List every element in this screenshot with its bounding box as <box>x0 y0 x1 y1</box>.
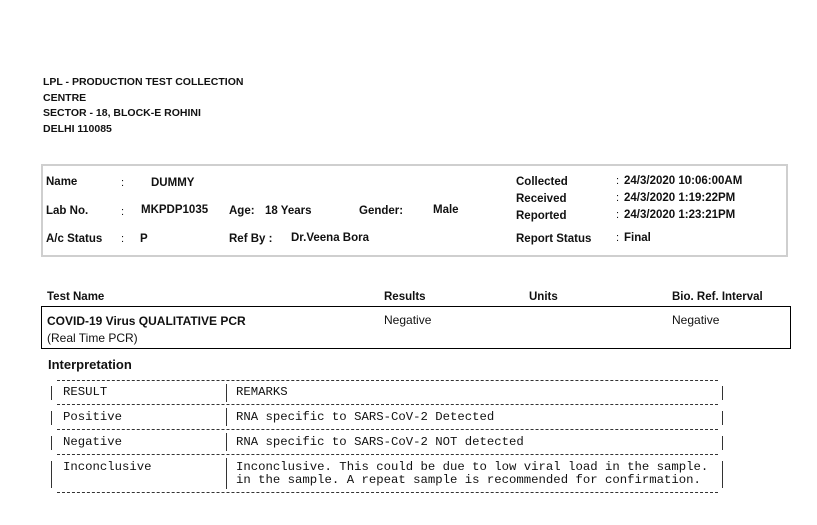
collected-label: Collected <box>516 176 568 188</box>
header-test-name: Test Name <box>47 291 105 303</box>
table-border-left <box>51 461 52 488</box>
table-rule <box>57 492 718 493</box>
test-name: COVID-19 Virus QUALITATIVE PCR <box>47 314 246 328</box>
table-rule <box>57 454 718 455</box>
lab-address-block <box>43 75 243 137</box>
name-label: Name <box>46 176 78 188</box>
report-status-colon: : <box>616 232 620 244</box>
gender-value: Male <box>433 204 459 216</box>
interpretation-title: Interpretation <box>48 357 132 372</box>
table-border-left <box>51 386 52 400</box>
table-border-middle <box>226 384 227 402</box>
table-rule <box>57 429 718 430</box>
table-border-left <box>51 411 52 425</box>
test-method: (Real Time PCR) <box>47 331 138 345</box>
name-colon: : <box>121 177 125 189</box>
header-units: Units <box>529 291 558 303</box>
lab-name-line1: LPL - PRODUCTION TEST COLLECTION <box>43 76 244 88</box>
header-bio-ref-interval: Bio. Ref. Interval <box>672 291 763 303</box>
report-status-label: Report Status <box>516 233 592 245</box>
received-label: Received <box>516 193 567 205</box>
interp-header-remarks: REMARKS <box>236 385 288 399</box>
table-border-right <box>722 436 723 450</box>
interp-row-result: Positive <box>63 410 123 424</box>
received-value: 24/3/2020 1:19:22PM <box>624 192 736 204</box>
received-colon: : <box>616 192 620 204</box>
interp-row-remark: RNA specific to SARS-CoV-2 Detected <box>236 410 495 424</box>
age-label: Age: <box>229 205 255 217</box>
table-border-left <box>51 436 52 450</box>
table-border-right <box>722 386 723 400</box>
table-border-right <box>722 411 723 425</box>
ac-status-colon: : <box>121 233 125 245</box>
lab-address-line1: SECTOR - 18, BLOCK-E ROHINI <box>43 107 201 119</box>
table-border-middle <box>226 408 227 426</box>
table-border-right <box>722 461 723 488</box>
test-result: Negative <box>384 313 432 327</box>
reported-value: 24/3/2020 1:23:21PM <box>624 209 736 221</box>
table-rule <box>57 380 718 381</box>
interp-header-result: RESULT <box>63 385 108 399</box>
header-results: Results <box>384 291 426 303</box>
collected-value: 24/3/2020 10:06:00AM <box>624 175 743 187</box>
lab-name-line2: CENTRE <box>43 91 87 104</box>
ac-status-label: A/c Status <box>46 233 103 245</box>
interp-row-remark: Inconclusive. This could be due to low viral load in the sample. <box>236 460 709 474</box>
table-border-middle <box>226 433 227 451</box>
refby-label: Ref By : <box>229 233 273 245</box>
test-ref-interval: Negative <box>672 313 720 327</box>
labno-value: MKPDP1035 <box>141 204 209 216</box>
interp-row-result: Negative <box>63 435 123 449</box>
table-rule <box>57 404 718 405</box>
lab-address-line2: DELHI 110085 <box>43 122 112 135</box>
interp-row-remark: RNA specific to SARS-CoV-2 NOT detected <box>236 435 524 449</box>
reported-label: Reported <box>516 210 567 222</box>
table-border-middle <box>226 458 227 489</box>
name-value: DUMMY <box>151 177 195 189</box>
labno-colon: : <box>121 206 125 218</box>
interp-row-remark-continued: in the sample. A repeat sample is recommended for confirmation. <box>236 473 701 487</box>
refby-value: Dr.Veena Bora <box>291 232 369 244</box>
interp-row-result: Inconclusive <box>63 460 152 474</box>
gender-label: Gender: <box>359 205 404 217</box>
report-status-value: Final <box>624 232 651 244</box>
age-value: 18 Years <box>265 205 312 217</box>
labno-label: Lab No. <box>46 205 89 217</box>
collected-colon: : <box>616 175 620 187</box>
ac-status-value: P <box>140 233 148 245</box>
reported-colon: : <box>616 209 620 221</box>
